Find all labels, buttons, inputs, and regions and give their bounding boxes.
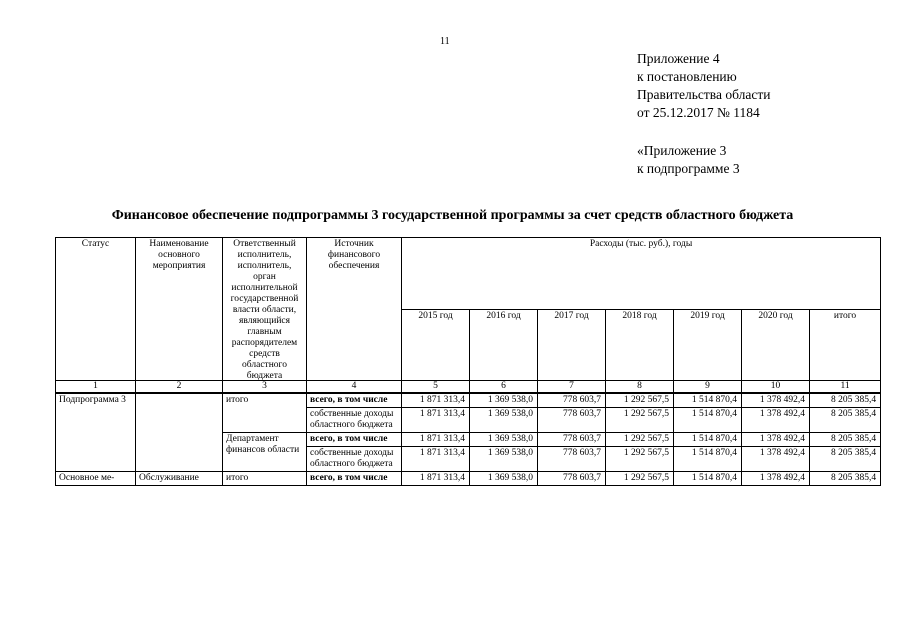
column-index: 11 bbox=[810, 381, 881, 394]
cell-source: всего, в том числе bbox=[307, 393, 402, 408]
cell-value: 1 292 567,5 bbox=[606, 472, 674, 486]
cell-executor: Департамент финансов области bbox=[223, 433, 307, 472]
header-expenses: Расходы (тыс. руб.), годы bbox=[402, 238, 881, 310]
appendix-line: к подпрограмме 3 bbox=[637, 161, 740, 176]
column-index: 5 bbox=[402, 381, 470, 394]
cell-value: 8 205 385,4 bbox=[810, 433, 881, 447]
cell-value: 8 205 385,4 bbox=[810, 447, 881, 472]
cell-value: 1 871 313,4 bbox=[402, 393, 470, 408]
cell-status: Подпрограмма 3 bbox=[56, 393, 136, 472]
cell-value: 8 205 385,4 bbox=[810, 472, 881, 486]
header-year: 2018 год bbox=[606, 309, 674, 381]
cell-executor: итого bbox=[223, 472, 307, 486]
cell-value: 1 378 492,4 bbox=[742, 408, 810, 433]
cell-status: Основное ме- bbox=[56, 472, 136, 486]
header-year: 2019 год bbox=[674, 309, 742, 381]
table-row bbox=[56, 472, 881, 486]
cell-value: 1 871 313,4 bbox=[402, 433, 470, 447]
cell-name bbox=[136, 393, 223, 472]
header-executor-text: Ответственный исполнитель, исполнитель, орган исполнительной государственной власти области, являющийся главным распорядителем средств областного бюджета bbox=[230, 239, 299, 381]
cell-value: 1 514 870,4 bbox=[674, 472, 742, 486]
cell-value: 778 603,7 bbox=[538, 447, 606, 472]
cell-value: 1 378 492,4 bbox=[742, 447, 810, 472]
appendix-block bbox=[637, 50, 770, 178]
cell-value: 1 369 538,0 bbox=[470, 447, 538, 472]
header-year: 2016 год bbox=[470, 309, 538, 381]
appendix-line: Приложение 4 bbox=[637, 51, 720, 66]
appendix-line: от 25.12.2017 № 1184 bbox=[637, 105, 760, 120]
cell-value: 1 369 538,0 bbox=[470, 472, 538, 486]
cell-value: 1 871 313,4 bbox=[402, 472, 470, 486]
cell-value: 778 603,7 bbox=[538, 472, 606, 486]
header-total: итого bbox=[810, 309, 881, 381]
table-row bbox=[56, 393, 881, 408]
header-name: Наименование основного мероприятия bbox=[136, 238, 223, 381]
column-index: 4 bbox=[307, 381, 402, 394]
cell-value: 1 292 567,5 bbox=[606, 408, 674, 433]
cell-value: 1 292 567,5 bbox=[606, 447, 674, 472]
column-index: 2 bbox=[136, 381, 223, 394]
cell-value: 1 369 538,0 bbox=[470, 433, 538, 447]
cell-value: 8 205 385,4 bbox=[810, 393, 881, 408]
appendix-line: к постановлению bbox=[637, 69, 737, 84]
page-number: 11 bbox=[440, 36, 450, 47]
document-title: Финансовое обеспечение подпрограммы 3 государственной программы за счет средств областного бюджета bbox=[111, 208, 794, 223]
column-index: 9 bbox=[674, 381, 742, 394]
header-year: 2015 год bbox=[402, 309, 470, 381]
cell-value: 1 871 313,4 bbox=[402, 408, 470, 433]
column-index: 10 bbox=[742, 381, 810, 394]
column-index: 7 bbox=[538, 381, 606, 394]
cell-value: 778 603,7 bbox=[538, 433, 606, 447]
appendix-line: Правительства области bbox=[637, 87, 771, 102]
cell-source: всего, в том числе bbox=[307, 433, 402, 447]
cell-name: Обслуживание bbox=[136, 472, 223, 486]
cell-value: 1 871 313,4 bbox=[402, 447, 470, 472]
cell-value: 1 514 870,4 bbox=[674, 433, 742, 447]
cell-source: собственные доходы областного бюджета bbox=[307, 408, 402, 433]
cell-value: 1 369 538,0 bbox=[470, 408, 538, 433]
cell-value: 1 369 538,0 bbox=[470, 393, 538, 408]
cell-value: 8 205 385,4 bbox=[810, 408, 881, 433]
cell-executor: итого bbox=[223, 393, 307, 433]
cell-value: 778 603,7 bbox=[538, 408, 606, 433]
cell-value: 1 378 492,4 bbox=[742, 393, 810, 408]
column-index: 6 bbox=[470, 381, 538, 394]
header-source: Источник финансового обеспечения bbox=[307, 238, 402, 381]
appendix-line: «Приложение 3 bbox=[637, 143, 727, 158]
cell-source: собственные доходы областного бюджета bbox=[307, 447, 402, 472]
cell-source: всего, в том числе bbox=[307, 472, 402, 486]
cell-value: 1 378 492,4 bbox=[742, 472, 810, 486]
column-index: 1 bbox=[56, 381, 136, 394]
cell-value: 1 514 870,4 bbox=[674, 408, 742, 433]
header-year: 2020 год bbox=[742, 309, 810, 381]
header-year: 2017 год bbox=[538, 309, 606, 381]
cell-value: 1 292 567,5 bbox=[606, 393, 674, 408]
financing-table bbox=[55, 237, 881, 486]
cell-value: 1 514 870,4 bbox=[674, 447, 742, 472]
cell-value: 1 378 492,4 bbox=[742, 433, 810, 447]
cell-value: 1 514 870,4 bbox=[674, 393, 742, 408]
header-executor bbox=[223, 238, 307, 381]
cell-value: 1 292 567,5 bbox=[606, 433, 674, 447]
column-index: 8 bbox=[606, 381, 674, 394]
cell-value: 778 603,7 bbox=[538, 393, 606, 408]
column-index-row bbox=[56, 381, 881, 394]
header-status: Статус bbox=[56, 238, 136, 381]
column-index: 3 bbox=[223, 381, 307, 394]
